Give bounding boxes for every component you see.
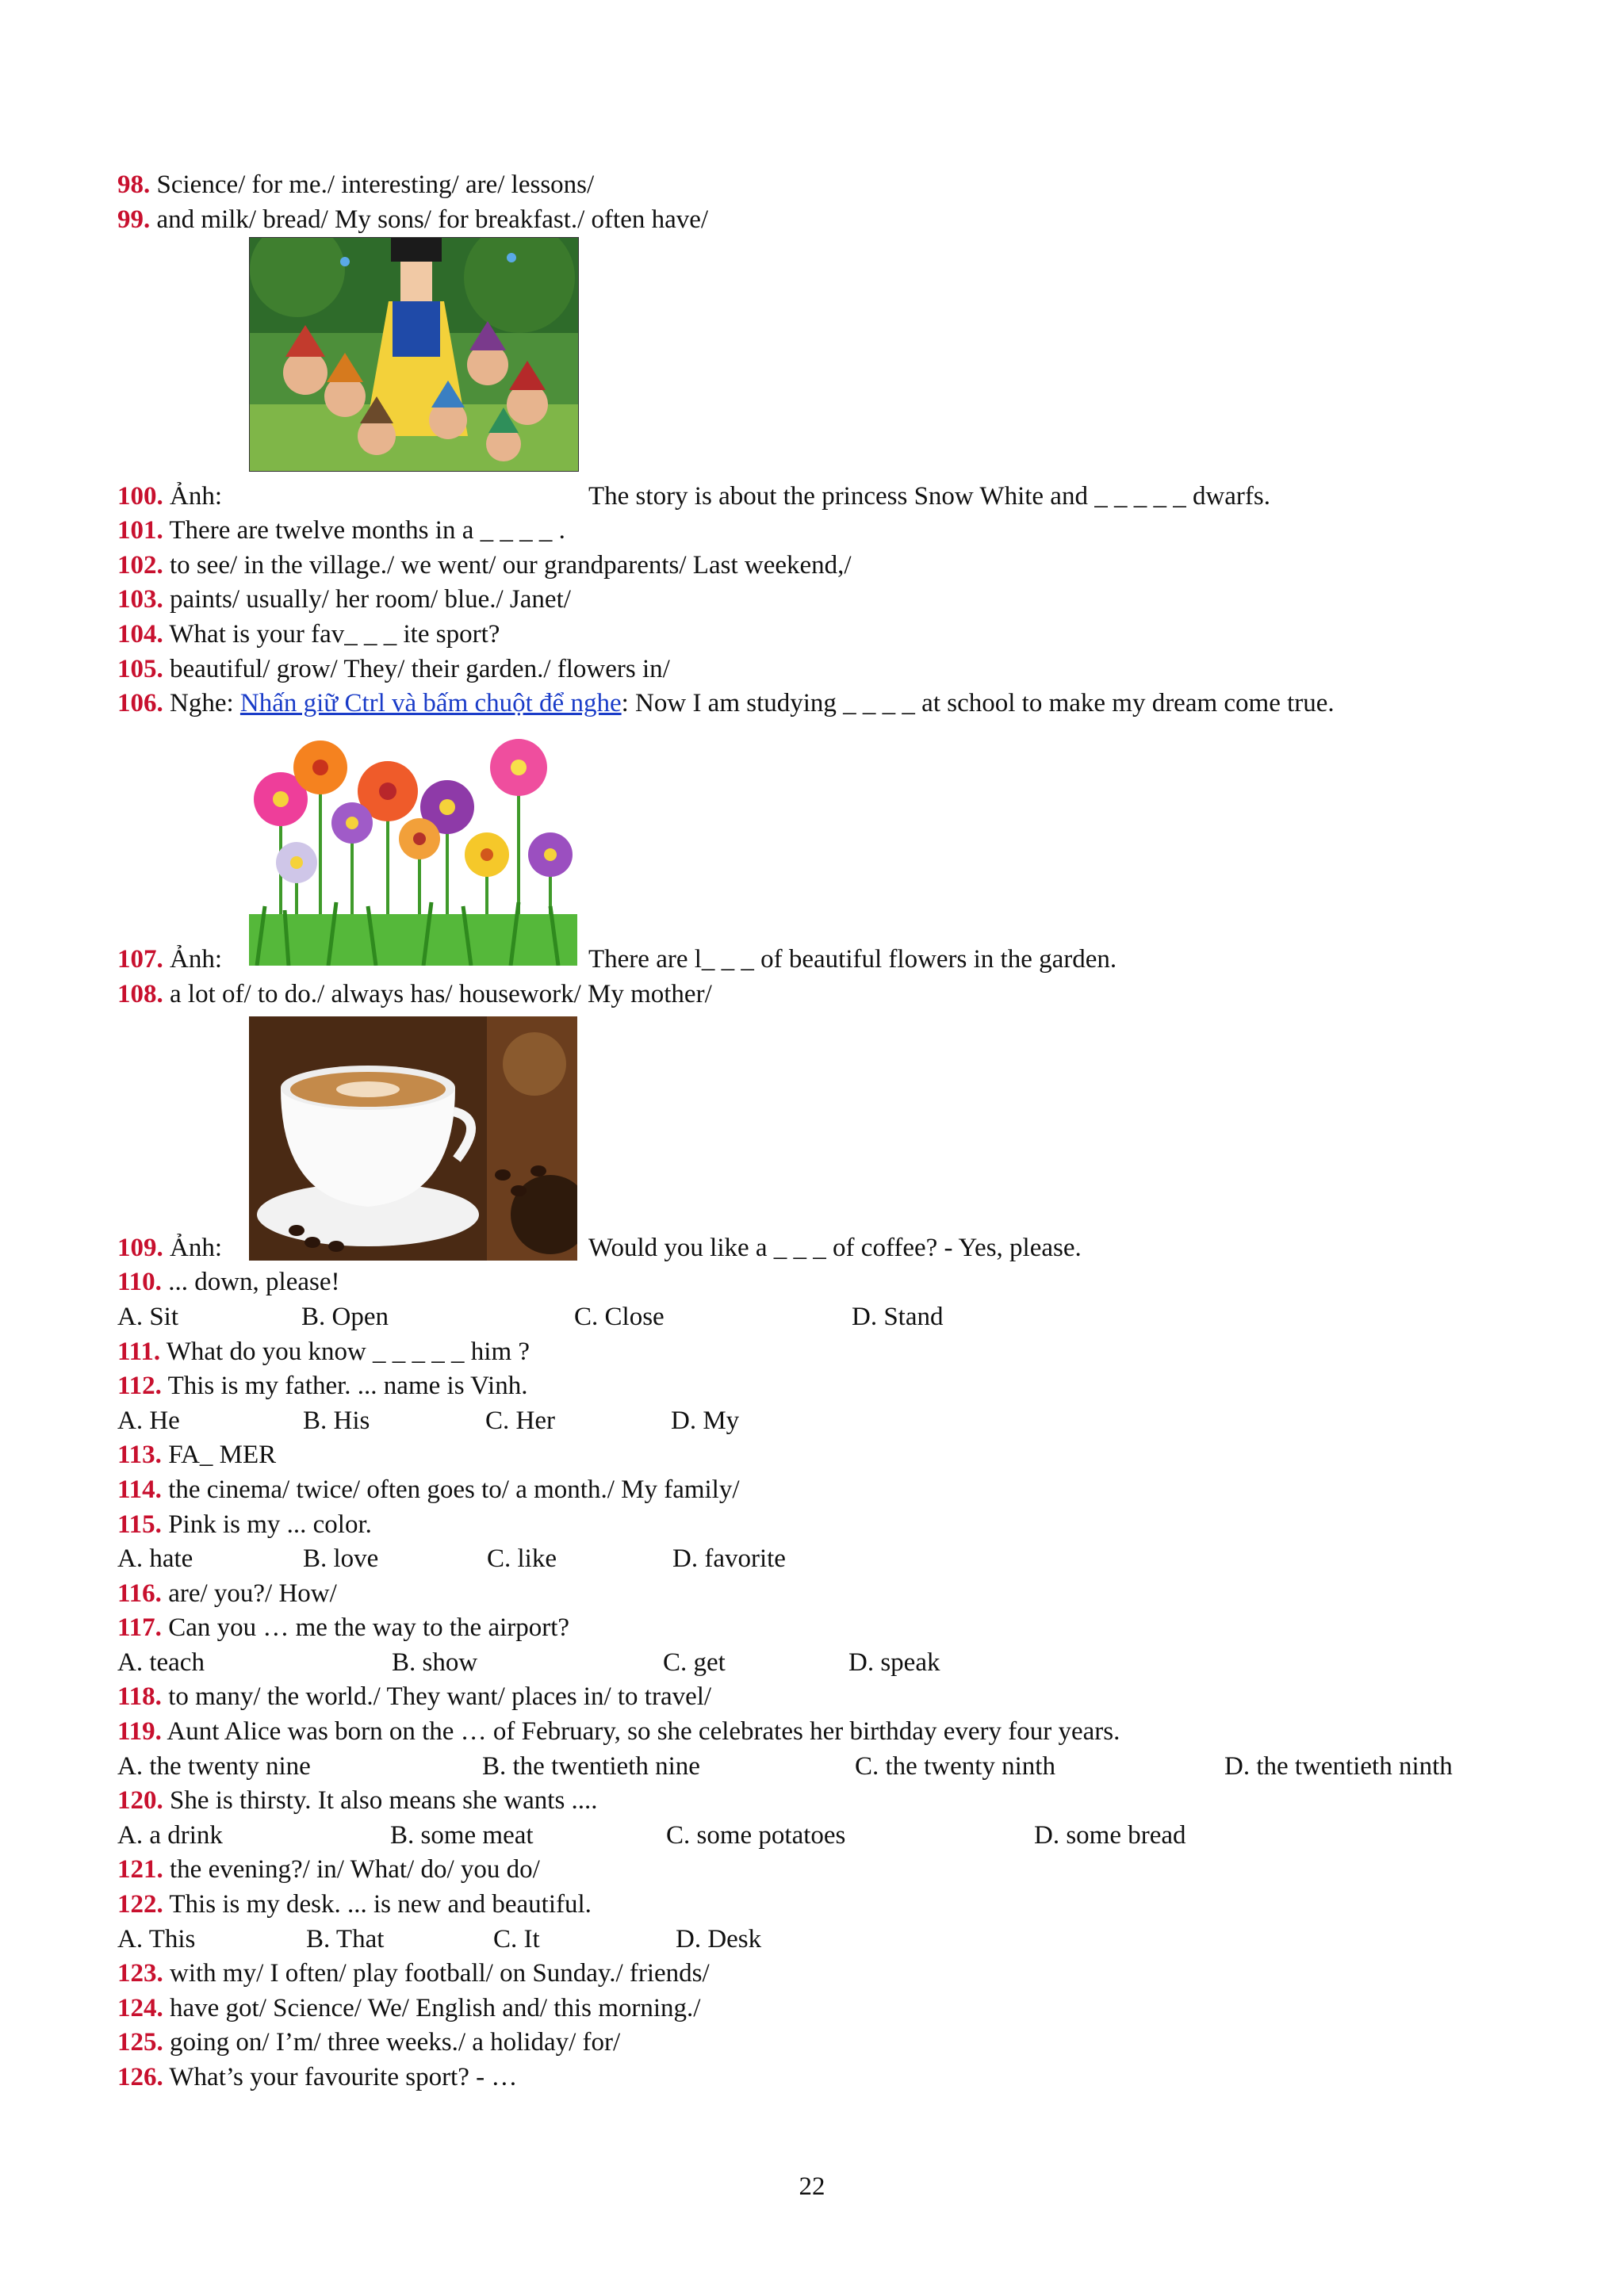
question-number: 118.	[117, 1682, 162, 1712]
question-106	[117, 687, 1481, 721]
question-number: 116.	[117, 1578, 162, 1608]
question-109	[117, 1012, 1513, 1265]
answer-options	[117, 1542, 1513, 1577]
question-120	[117, 1784, 1513, 1819]
option-a: A. a drink	[117, 1820, 223, 1850]
flowers-image	[249, 736, 577, 966]
question-number: 112.	[117, 1372, 162, 1401]
question-text: the evening?/ in/ What/ do/ you do/	[163, 1855, 540, 1885]
question-126	[117, 2061, 1513, 2095]
question-98	[117, 168, 1513, 203]
question-112	[117, 1369, 1513, 1404]
option-a: A. Sit	[117, 1302, 179, 1331]
question-text: to many/ the world./ They want/ places in/ to travel/	[161, 1682, 712, 1712]
question-text: Science/ for me./ interesting/ are/ lessons/	[150, 170, 595, 199]
option-a: A. hate	[117, 1544, 193, 1574]
question-number: 107.	[117, 945, 163, 974]
question-prefix	[117, 480, 222, 515]
question-number: 122.	[117, 1890, 163, 1919]
option-b: B. the twentieth nine	[482, 1751, 700, 1781]
option-a: A. This	[117, 1924, 196, 1954]
question-110	[117, 1265, 1513, 1300]
option-c: C. some potatoes	[666, 1820, 846, 1850]
question-text: : Now I am studying _ _ _ _ at school to make my dream come true.	[621, 689, 1335, 718]
question-text: The story is about the princess Snow White and _ _ _ _ _ dwarfs.	[588, 481, 1270, 511]
question-107	[117, 721, 1513, 978]
question-text: Aunt Alice was born on the … of February, so she celebrates her birthday every four years.	[161, 1717, 1120, 1747]
option-d: D. favorite	[672, 1544, 786, 1574]
question-124	[117, 1992, 1513, 2026]
question-text: Pink is my ... color.	[161, 1510, 372, 1539]
option-c: C. Her	[485, 1406, 555, 1435]
question-number: 123.	[117, 1959, 163, 1988]
question-118	[117, 1680, 1513, 1715]
question-text: going on/ I’m/ three weeks./ a holiday/ for/	[163, 2028, 621, 2057]
question-116	[117, 1577, 1513, 1612]
question-text: What is your fav_ _ _ ite sport?	[163, 619, 500, 649]
question-text: What’s your favourite sport? - …	[163, 2063, 518, 2091]
answer-options	[117, 1404, 1513, 1439]
question-115	[117, 1508, 1513, 1543]
question-text: with my/ I often/ play football/ on Sunday./ friends/	[163, 1959, 710, 1988]
question-number: 99.	[117, 205, 151, 234]
option-d: D. some bread	[1034, 1820, 1186, 1850]
question-number: 115.	[117, 1510, 162, 1539]
question-text: paints/ usually/ her room/ blue./ Janet/	[163, 585, 571, 614]
question-104	[117, 618, 1513, 652]
option-c: C. get	[663, 1647, 726, 1677]
option-a: A. He	[117, 1406, 180, 1435]
question-text: She is thirsty. It also means she wants ....	[163, 1786, 598, 1816]
option-d: D. speak	[848, 1647, 940, 1677]
question-number: 113.	[117, 1441, 162, 1470]
answer-options	[117, 1750, 1513, 1785]
image-label: Ảnh:	[163, 1233, 222, 1262]
question-number: 109.	[117, 1233, 163, 1262]
question-prefix	[117, 1231, 222, 1266]
question-text: What do you know _ _ _ _ _ him ?	[160, 1337, 530, 1366]
question-122	[117, 1888, 1513, 1923]
question-text: to see/ in the village./ we went/ our grandparents/ Last weekend,/	[163, 550, 852, 580]
question-number: 114.	[117, 1475, 162, 1504]
question-114	[117, 1473, 1513, 1508]
question-119	[117, 1715, 1513, 1750]
option-b: B. show	[392, 1647, 478, 1677]
question-117	[117, 1611, 1513, 1646]
question-number: 101.	[117, 516, 163, 545]
question-123	[117, 1957, 1513, 1992]
question-text: Would you like a _ _ _ of coffee? - Yes, please.	[588, 1233, 1082, 1262]
snow-white-dwarfs-image	[249, 237, 579, 472]
question-number: 124.	[117, 1993, 163, 2022]
question-text: Can you … me the way to the airport?	[161, 1613, 570, 1643]
option-a: A. teach	[117, 1647, 205, 1677]
option-c: C. Close	[574, 1302, 665, 1331]
question-113	[117, 1438, 1513, 1473]
question-number: 121.	[117, 1855, 163, 1885]
question-number: 108.	[117, 979, 163, 1008]
answer-options	[117, 1819, 1513, 1854]
question-125	[117, 2026, 1513, 2061]
question-text: have got/ Science/ We/ English and/ this morning./	[163, 1993, 701, 2022]
question-101	[117, 514, 1513, 549]
option-b: B. His	[303, 1406, 370, 1435]
question-number: 120.	[117, 1786, 163, 1816]
question-text: There are l_ _ _ of beautiful flowers in the garden.	[588, 945, 1117, 974]
option-d: D. the twentieth ninth	[1224, 1751, 1453, 1781]
question-number: 119.	[117, 1717, 162, 1747]
question-100	[117, 237, 1513, 514]
question-99	[117, 203, 1513, 238]
question-102	[117, 549, 1513, 584]
question-number: 98.	[117, 170, 151, 199]
option-d: D. Stand	[852, 1302, 944, 1331]
question-text: are/ you?/ How/	[161, 1578, 337, 1608]
option-b: B. Open	[301, 1302, 389, 1331]
question-number: 125.	[117, 2028, 163, 2057]
question-text: a lot of/ to do./ always has/ housework/ My mother/	[163, 979, 712, 1008]
answer-options	[117, 1646, 1513, 1681]
question-prefix	[117, 943, 222, 978]
coffee-cup-image	[249, 1016, 577, 1261]
option-c: C. like	[487, 1544, 557, 1574]
question-108	[117, 978, 1513, 1012]
option-d: D. Desk	[676, 1924, 762, 1954]
option-c: C. It	[493, 1924, 540, 1954]
listen-label: Nghe:	[163, 689, 240, 718]
answer-options	[117, 1300, 1513, 1335]
question-121	[117, 1853, 1513, 1888]
question-number: 110.	[117, 1268, 162, 1297]
question-list	[117, 168, 1513, 2095]
question-number: 104.	[117, 619, 163, 649]
option-a: A. the twenty nine	[117, 1751, 311, 1781]
option-b: B. love	[303, 1544, 379, 1574]
page-number: 22	[799, 2172, 825, 2201]
audio-link[interactable]: Nhấn giữ Ctrl và bấm chuột để nghe	[239, 689, 622, 718]
question-text: ... down, please!	[161, 1268, 340, 1297]
question-number: 126.	[117, 2063, 163, 2091]
question-number: 105.	[117, 654, 163, 683]
option-b: B. some meat	[390, 1820, 534, 1850]
question-105	[117, 652, 1513, 687]
question-text: the cinema/ twice/ often goes to/ a month./ My family/	[161, 1475, 740, 1504]
image-label: Ảnh:	[163, 945, 222, 974]
question-text: There are twelve months in a _ _ _ _ .	[163, 516, 565, 545]
question-text: FA_ MER	[161, 1441, 277, 1470]
question-number: 102.	[117, 550, 163, 580]
question-text: beautiful/ grow/ They/ their garden./ flowers in/	[163, 654, 670, 683]
question-text: This is my desk. ... is new and beautiful.	[163, 1890, 592, 1919]
question-number: 100.	[117, 481, 163, 511]
option-c: C. the twenty ninth	[855, 1751, 1055, 1781]
question-number: 117.	[117, 1613, 162, 1643]
question-number: 103.	[117, 585, 163, 614]
image-label: Ảnh:	[163, 481, 222, 511]
question-103	[117, 583, 1513, 618]
question-111	[117, 1335, 1513, 1370]
answer-options	[117, 1923, 1513, 1957]
question-text: and milk/ bread/ My sons/ for breakfast./ often have/	[150, 205, 709, 234]
question-number: 111.	[117, 1337, 161, 1366]
option-d: D. My	[671, 1406, 740, 1435]
option-b: B. That	[306, 1924, 385, 1954]
question-number: 106.	[117, 689, 163, 718]
question-text: This is my father. ... name is Vinh.	[161, 1372, 528, 1401]
